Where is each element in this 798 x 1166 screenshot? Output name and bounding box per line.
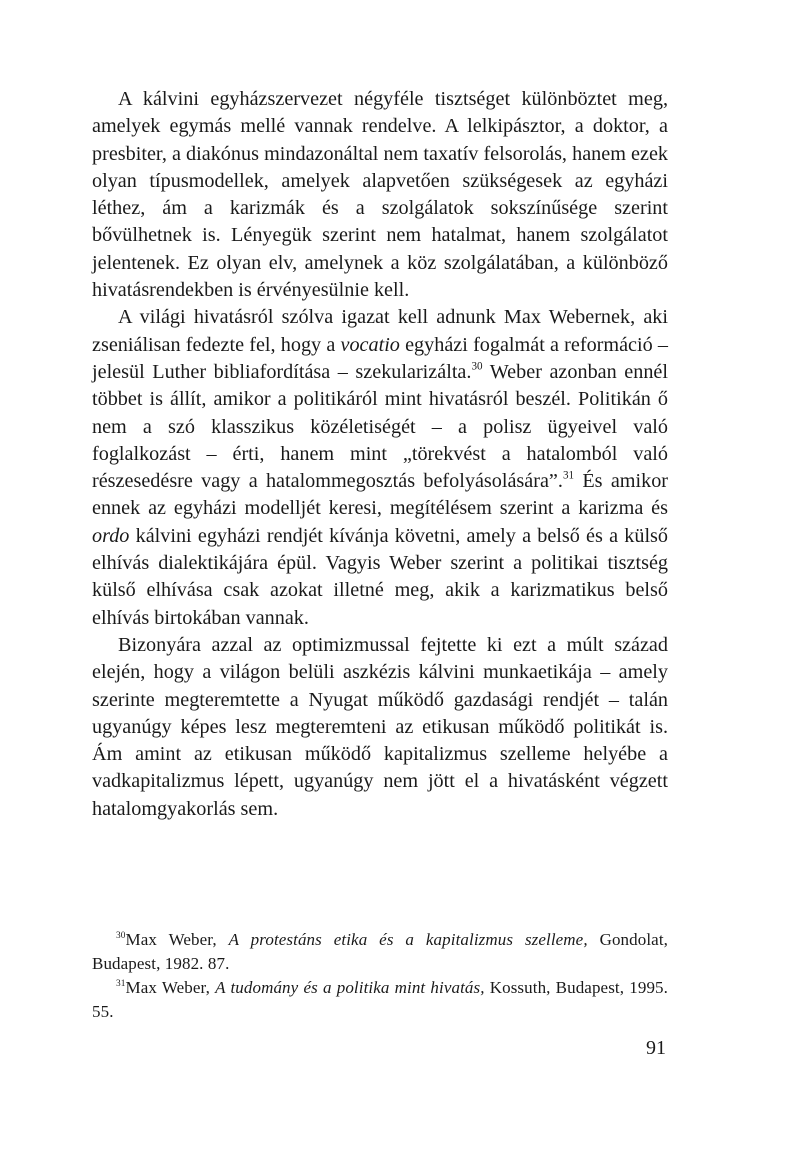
footnote-text: Gondolat, Budapest, 1982. 87.	[92, 930, 668, 973]
footnote-title: A tudomány és a politika mint hivatás,	[215, 978, 485, 997]
paragraph-optimism: Bizonyára azzal az optimizmussal fejtette ki ezt a múlt század elején, hogy a világon belüli aszkézis kálvini munkaetikája – amely szerinte megteremtette a Nyugat működő gazdasági rendjét – talán ugyanúgy képes lesz megteremteni az etikusan működő politikát is. Ám amint az etikusan működő kapitalizmus szelleme helyébe a vadkapitalizmus lépett, ugyanúgy nem jött el a hivatásként végzett hatalomgyakorlás sem.	[92, 633, 668, 820]
text-run: A világi hivatásról szólva igazat kell adnunk Max Webernek, aki zseniálisan fedezte fel, hogy a	[92, 306, 668, 356]
footnote-number: 31	[116, 979, 126, 989]
footnote-title: A protestáns etika és a kapitalizmus szelleme,	[228, 930, 588, 949]
footnote-text: Max Weber,	[125, 930, 229, 949]
footnote-ref-30: 30	[471, 360, 483, 373]
footnote-number: 30	[116, 931, 126, 941]
footnote-text: Max Weber,	[125, 978, 216, 997]
italic-term-vocatio: vocatio	[340, 333, 400, 356]
footnote-30	[92, 928, 668, 976]
page-number: 91	[646, 1037, 666, 1059]
footnote-text: Kossuth, Budapest, 1995. 55.	[92, 978, 668, 1021]
body-text	[92, 86, 668, 823]
paragraph-weber-vocation	[92, 304, 668, 632]
footnote-ref-31: 31	[562, 469, 575, 482]
footnote-31	[92, 976, 668, 1024]
paragraph-church-offices: A kálvini egyházszervezet négyféle tisztséget különböztet meg, amelyek egymás mellé vannak rendelve. A lelkipásztor, a doktor, a presbiter, a diakónus mindazonáltal nem taxatív felsorolás, hanem ezek olyan típusmodellek, amelyek alapvetően szükségesek az egyházi léthez, ám a karizmák és a szolgálatok sokszínűsége szerint bővülhetnek is. Lényegük szerint nem hatalmat, hanem szolgálatot jelentenek. Ez olyan elv, amelynek a köz szolgálatában, a különböző hivatásrendekben is érvényesülnie kell.	[92, 88, 668, 302]
footnotes	[92, 928, 668, 1024]
text-run: Weber azonban ennél többet is állít, amikor a politikáról mint hivatásról beszél. Politikán ő nem a szó klasszikus közéletiségét – a polisz ügyeivel való foglalkozást – érti, hanem mint „törekvést a hatalomból való részesedésre vagy a hatalommegosztás befolyásolására”.	[92, 360, 668, 493]
text-run: egyházi fogalmát a reformáció – jelesül Luther bibliafordítása – szekularizálta.	[92, 333, 668, 383]
text-run: És amikor ennek az egyházi modelljét keresi, megítélésem szerint a karizma és	[92, 470, 669, 520]
italic-term-ordo: ordo	[92, 524, 130, 547]
text-run: kálvini egyházi rendjét kívánja követni, amely a belső és a külső elhívás dialektikájára épül. Vagyis Weber szerint a politikai tisztség külső elhívása csak azokat illetné meg, akik a karizmatikus belső elhívás birtokában vannak.	[92, 524, 668, 629]
